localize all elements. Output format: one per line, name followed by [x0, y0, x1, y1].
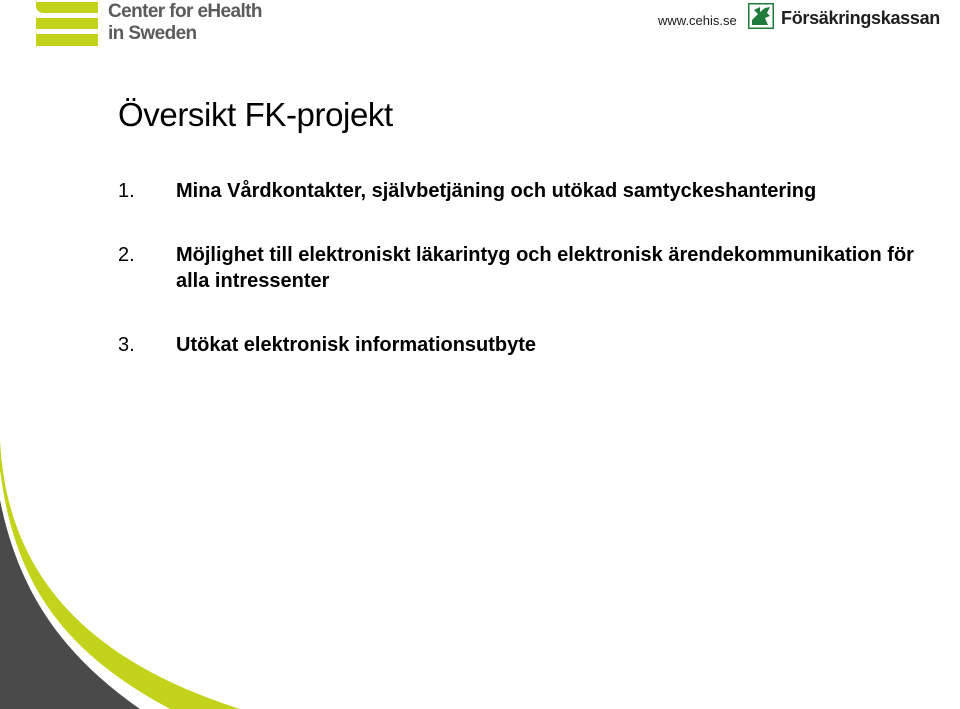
item-number: 1.: [118, 180, 135, 202]
cehis-stripes-logo-icon: [36, 2, 98, 46]
item-text: Mina Vårdkontakter, självbetjäning och utökad samtyckeshantering: [176, 180, 817, 202]
item-text: Möjlighet till elektroniskt läkarintyg och elektronisk ärendekommunikation för alla intressenter: [176, 244, 914, 292]
list-item: [118, 178, 918, 204]
forsakringskassan-logo: [748, 3, 960, 33]
cehis-name-line1: Center for eHealth: [108, 1, 262, 22]
cehis-logo: [36, 2, 276, 46]
forsakringskassan-name: Försäkringskassan: [781, 8, 940, 28]
item-number: 3.: [118, 334, 135, 356]
slide-title: Översikt FK-projekt: [118, 96, 393, 133]
project-list: [118, 178, 918, 358]
decorative-corner-swoosh: [0, 440, 240, 709]
cehis-name-line2: in Sweden: [108, 23, 197, 44]
item-text: Utökat elektronisk informationsutbyte: [176, 334, 537, 356]
list-item: [118, 242, 918, 294]
forsakringskassan-logo-icon: [748, 3, 774, 29]
list-item: [118, 332, 918, 358]
website-link[interactable]: www.cehis.se: [658, 13, 737, 28]
item-number: 2.: [118, 244, 135, 266]
